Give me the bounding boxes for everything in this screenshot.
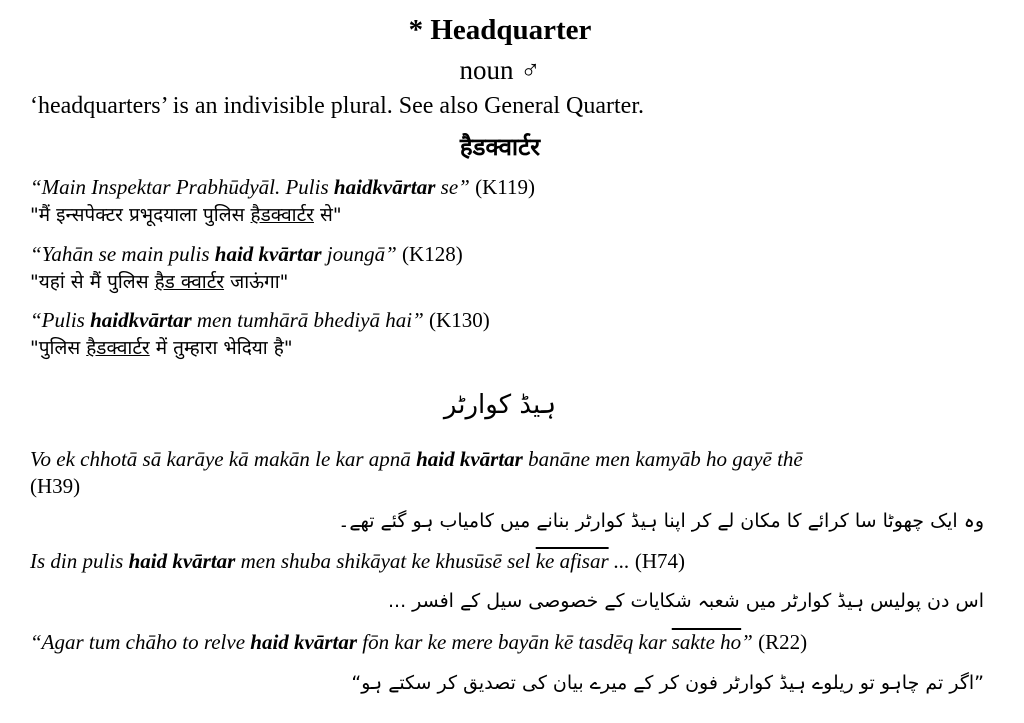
example-text: men tumhārā bhediyā hai” xyxy=(191,308,424,332)
devanagari-text: "मैं इन्सपेक्टर प्रभूदयाला पुलिस xyxy=(30,204,251,226)
hindi-example-transliteration xyxy=(30,242,463,267)
example-reference: (K119) xyxy=(469,175,535,199)
urdu-example-transliteration xyxy=(30,549,685,574)
example-keyword: haid kvārtar xyxy=(250,630,358,654)
example-text: “Main Inspektar Prabhūdyāl. Pulis xyxy=(30,175,334,199)
example-text: Is din pulis xyxy=(30,549,129,573)
example-reference: (R22) xyxy=(752,630,808,654)
example-keyword: haid kvārtar xyxy=(416,447,523,471)
example-text: banāne men kamyāb ho gayē thē xyxy=(522,447,803,471)
example-reference: (K128) xyxy=(396,242,463,266)
example-text: fōn kar ke mere bayān kē tasdēq kar xyxy=(357,630,672,654)
urdu-example-transliteration xyxy=(30,630,807,655)
hindi-example-devanagari xyxy=(30,268,288,294)
example-reference: (K130) xyxy=(423,308,490,332)
urdu-example-transliteration xyxy=(30,446,990,500)
hindi-example-devanagari xyxy=(30,334,293,360)
hindi-example-devanagari xyxy=(30,201,342,227)
example-reference: (H39) xyxy=(30,474,81,498)
example-text: sakte ho xyxy=(671,630,742,654)
example-text: se” xyxy=(435,175,470,199)
example-text: “Pulis xyxy=(30,308,91,332)
entry-title: * Headquarter xyxy=(408,14,592,46)
example-text: joungā” xyxy=(321,242,397,266)
example-keyword: haidkvārtar xyxy=(90,308,192,332)
hindi-headword: हैडक्वार्टर xyxy=(459,133,541,161)
example-keyword: haid kvārtar xyxy=(214,242,322,266)
example-keyword: haidkvārtar xyxy=(333,175,436,199)
usage-note: ‘headquarters’ is an indivisible plural. See also General Quarter. xyxy=(30,93,645,119)
example-text: “Agar tum chāho to relve xyxy=(30,630,251,654)
devanagari-text: में तुम्हारा भेदिया है" xyxy=(149,337,293,359)
part-of-speech: noun ♂ xyxy=(459,55,541,85)
urdu-example-nastaliq: وہ ایک چھوٹا سا کرائے کا مکان لے کر اپنا ہیڈ کوارٹر بنانے میں کامیاب ہو گئے تھے۔ xyxy=(338,510,984,532)
example-text: ” xyxy=(741,630,753,654)
example-reference: (H74) xyxy=(629,549,686,573)
urdu-example-nastaliq: ”اگر تم چاہو تو ریلوے ہیڈ کوارٹر فون کر کے میرے بیان کی تصدیق کر سکتے ہو“ xyxy=(351,672,984,694)
example-text: men shuba shikāyat ke khusūsē sel xyxy=(235,549,536,573)
devanagari-keyword: हैड क्वार्टर xyxy=(154,271,225,293)
devanagari-text: "यहां से मैं पुलिस xyxy=(30,271,155,293)
example-text: “Yahān se main pulis xyxy=(30,242,215,266)
example-keyword: haid kvārtar xyxy=(128,549,236,573)
devanagari-text: "पुलिस xyxy=(30,337,87,359)
example-text: ... xyxy=(608,549,630,573)
devanagari-text: जाऊंगा" xyxy=(224,271,289,293)
hindi-example-transliteration xyxy=(30,175,535,200)
urdu-example-nastaliq: اس دن پولیس ہیڈ کوارٹر میں شعبہ شکایات کے خصوصی سیل کے افسر ... xyxy=(388,590,984,612)
example-text: ke afisar xyxy=(535,549,609,573)
devanagari-keyword: हैडक्वार्टर xyxy=(250,204,314,226)
devanagari-keyword: हैडक्वार्टर xyxy=(86,337,150,359)
example-text: Vo ek chhotā sā karāye kā makān le kar apnā xyxy=(30,447,417,471)
hindi-example-transliteration xyxy=(30,308,490,333)
devanagari-text: से" xyxy=(313,204,342,226)
urdu-headword: ہیڈ کوارٹر xyxy=(443,390,557,420)
